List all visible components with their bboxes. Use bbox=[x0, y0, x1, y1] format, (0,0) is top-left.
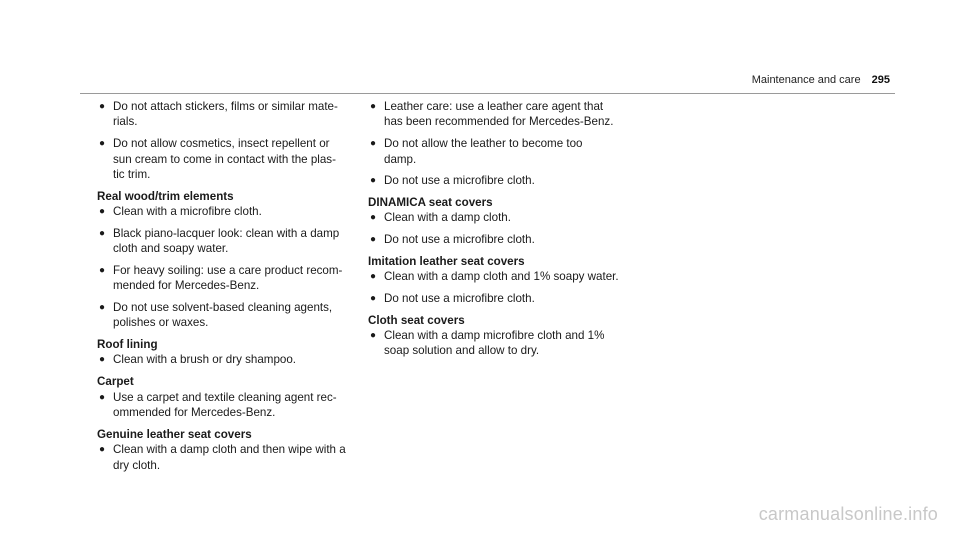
bullet: ● bbox=[99, 138, 106, 150]
item-text: Clean with a damp cloth and then wipe with a dry cloth. bbox=[113, 443, 346, 472]
bullet: ● bbox=[99, 301, 106, 313]
item-text: Do not use a microfibre cloth. bbox=[384, 233, 535, 247]
bullet: ● bbox=[99, 227, 106, 239]
list-item bbox=[368, 173, 648, 188]
list-item bbox=[97, 136, 377, 182]
list-item bbox=[97, 442, 377, 473]
list-item bbox=[97, 99, 377, 130]
section-heading: Real wood/trim elements bbox=[97, 189, 234, 203]
page-header bbox=[752, 73, 890, 87]
bullet: ● bbox=[99, 391, 106, 403]
page-number: 295 bbox=[871, 74, 890, 86]
bullet: ● bbox=[370, 212, 377, 224]
bullet: ● bbox=[99, 206, 106, 218]
section-heading: Roof lining bbox=[97, 338, 158, 352]
item-text: Clean with a microfibre cloth. bbox=[113, 205, 262, 219]
bullet: ● bbox=[99, 101, 106, 112]
bullet: ● bbox=[370, 101, 377, 112]
section-heading: Genuine leather seat covers bbox=[97, 427, 252, 441]
bullet: ● bbox=[370, 138, 377, 150]
bullet: ● bbox=[370, 175, 377, 187]
item-text: Clean with a brush or dry shampoo. bbox=[113, 353, 297, 367]
list-item bbox=[97, 226, 377, 257]
item-text: Do not attach stickers, films or similar mate- rials. bbox=[113, 100, 338, 129]
item-text: Clean with a damp microfibre cloth and 1% soap solution and allow to dry. bbox=[384, 328, 605, 358]
bullet: ● bbox=[370, 292, 377, 304]
item-text: Do not use a microfibre cloth. bbox=[384, 174, 535, 188]
bullet: ● bbox=[99, 444, 106, 456]
section-title: Maintenance and care bbox=[751, 74, 861, 86]
item-text: Do not allow the leather to become too damp. bbox=[384, 137, 583, 166]
section-heading: Cloth seat covers bbox=[368, 313, 465, 327]
section-heading: Imitation leather seat covers bbox=[368, 254, 525, 268]
bullet: ● bbox=[370, 234, 377, 246]
list-item bbox=[368, 99, 648, 130]
item-text: Clean with a damp cloth and 1% soapy water. bbox=[384, 270, 619, 284]
list-item bbox=[97, 263, 377, 294]
list-item bbox=[368, 136, 648, 167]
list-item bbox=[97, 390, 377, 421]
item-text: For heavy soiling: use a care product recom- mended for Mercedes-Benz. bbox=[113, 263, 343, 293]
item-text: Do not use a microfibre cloth. bbox=[384, 291, 535, 305]
item-text: Use a carpet and textile cleaning agent rec- ommended for Mercedes-Benz. bbox=[113, 390, 337, 419]
list-item bbox=[368, 210, 648, 225]
list-item bbox=[368, 269, 648, 284]
watermark: carmanualsonline.info bbox=[758, 504, 938, 524]
header-rule bbox=[80, 93, 895, 94]
section-heading: Carpet bbox=[97, 375, 134, 389]
list-item bbox=[97, 300, 377, 331]
item-text: Do not use solvent-based cleaning agents, polishes or waxes. bbox=[113, 300, 333, 330]
right-column bbox=[368, 99, 648, 365]
bullet: ● bbox=[99, 354, 106, 366]
list-item bbox=[368, 232, 648, 247]
item-text: Clean with a damp cloth. bbox=[384, 211, 511, 225]
item-text: Black piano-lacquer look: clean with a damp cloth and soapy water. bbox=[113, 226, 340, 256]
bullet: ● bbox=[370, 329, 377, 341]
bullet: ● bbox=[370, 271, 377, 283]
list-item bbox=[97, 352, 377, 367]
left-column bbox=[97, 99, 377, 479]
item-text: Leather care: use a leather care agent that has been recommended for Mercedes-Benz. bbox=[384, 100, 614, 129]
list-item bbox=[97, 204, 377, 219]
section-heading: DINAMICA seat covers bbox=[368, 195, 493, 209]
list-item bbox=[368, 291, 648, 306]
item-text: Do not allow cosmetics, insect repellent or sun cream to come in contact with the plas- tic trim. bbox=[113, 137, 336, 181]
list-item bbox=[368, 328, 648, 359]
bullet: ● bbox=[99, 264, 106, 276]
